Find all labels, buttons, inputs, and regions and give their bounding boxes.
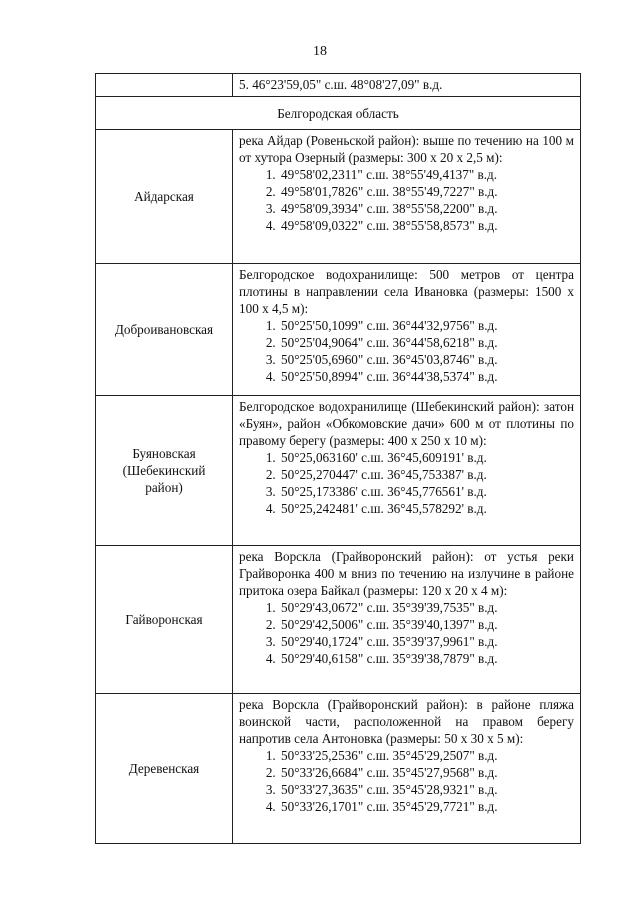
coordinate-item: 3. 50°29'40,1724" с.ш. 35°39'37,9961" в.д. xyxy=(279,633,574,650)
site-description: река Ворскла (Грайворонский район): от устья реки Грайворонка 400 м вниз по течению на излучине в районе притока озера Байкал (размеры: 120 x 20 x 4 м): xyxy=(239,549,574,598)
coordinate-item: 3. 50°25'05,6960" с.ш. 36°45'03,8746" в.д. xyxy=(279,351,574,368)
coordinate-item: 1. 50°29'43,0672" с.ш. 35°39'39,7535" в.д. xyxy=(279,599,574,616)
table-row xyxy=(96,264,581,396)
site-description: Белгородское водохранилище: 500 метров от центра плотины в направлении села Ивановка (размеры: 1500 x 100 x 4,5 м): xyxy=(239,267,574,316)
coordinate-item: 1. 50°25'50,1099" с.ш. 36°44'32,9756" в.д. xyxy=(279,317,574,334)
site-name-line: Буяновская xyxy=(132,446,196,461)
coordinate-list xyxy=(239,449,574,517)
site-description: река Ворскла (Грайворонский район): в районе пляжа воинской части, расположенной на правом берегу напротив села Антоновка (размеры: 50 x 30 x 5 м): xyxy=(239,697,574,746)
site-name-line: район) xyxy=(145,480,183,495)
coordinate-list xyxy=(239,599,574,667)
coordinate-item: 2. 50°25'04,9064" с.ш. 36°44'58,6218" в.д. xyxy=(279,334,574,351)
coordinate-list xyxy=(239,317,574,385)
empty-name-cell xyxy=(96,74,233,97)
site-description: Белгородское водохранилище (Шебекинский район): затон «Буян», район «Обкомовские дачи» 600 м от плотины по правому берегу (размеры: 400 x 250 x 10 м): xyxy=(239,399,574,448)
page-number: 18 xyxy=(313,44,327,59)
coordinate-item: 1. 50°33'25,2536" с.ш. 35°45'29,2507" в.д. xyxy=(279,747,574,764)
table-row xyxy=(96,74,581,97)
table-row xyxy=(96,130,581,264)
coordinate-item: 4. 50°25'50,8994" с.ш. 36°44'38,5374" в.д. xyxy=(279,368,574,385)
coordinate-item: 3. 50°25,173386' с.ш. 36°45,776561' в.д. xyxy=(279,483,574,500)
site-description: река Айдар (Ровеньской район): выше по течению на 100 м от хутора Озерный (размеры: 300 x 20 x 2,5 м): xyxy=(239,133,574,165)
site-name xyxy=(96,396,233,546)
region-heading: Белгородская область xyxy=(96,97,581,130)
site-description-cell xyxy=(233,130,581,264)
site-description-cell xyxy=(233,396,581,546)
site-description-cell xyxy=(233,546,581,694)
site-name: Доброивановская xyxy=(96,264,233,396)
coordinate-item: 4. 49°58'09,0322" с.ш. 38°55'58,8573" в.д. xyxy=(279,217,574,234)
coordinate-list xyxy=(239,166,574,234)
table-row xyxy=(96,546,581,694)
coordinate-item: 2. 50°25,270447' с.ш. 36°45,753387' в.д. xyxy=(279,466,574,483)
site-description-cell xyxy=(233,264,581,396)
coordinate-item: 4. 50°25,242481' с.ш. 36°45,578292' в.д. xyxy=(279,500,574,517)
coordinate-item: 1. 49°58'02,2311" с.ш. 38°55'49,4137" в.д. xyxy=(279,166,574,183)
site-name: Айдарская xyxy=(96,130,233,264)
table-row xyxy=(96,396,581,546)
site-description-cell xyxy=(233,694,581,844)
region-row xyxy=(96,97,581,130)
coordinate-item: 4. 50°33'26,1701" с.ш. 35°45'29,7721" в.д. xyxy=(279,798,574,815)
coordinate-item: 2. 49°58'01,7826" с.ш. 38°55'49,7227" в.д. xyxy=(279,183,574,200)
site-name: Деревенская xyxy=(96,694,233,844)
coordinate-list xyxy=(239,747,574,815)
site-name: Гайворонская xyxy=(96,546,233,694)
coordinate-item: 4. 50°29'40,6158" с.ш. 35°39'38,7879" в.д. xyxy=(279,650,574,667)
coordinate-item: 3. 50°33'27,3635" с.ш. 35°45'28,9321" в.д. xyxy=(279,781,574,798)
coordinate-item: 1. 50°25,063160' с.ш. 36°45,609191' в.д. xyxy=(279,449,574,466)
coordinate-cell: 5. 46°23'59,05" с.ш. 48°08'27,09" в.д. xyxy=(233,74,581,97)
coordinate-item: 2. 50°33'26,6684" с.ш. 35°45'27,9568" в.д. xyxy=(279,764,574,781)
table-row xyxy=(96,694,581,844)
sites-table xyxy=(95,73,581,844)
site-name-line: (Шебекинский xyxy=(122,463,206,478)
coordinate-item: 3. 49°58'09,3934" с.ш. 38°55'58,2200" в.д. xyxy=(279,200,574,217)
coordinate-item: 2. 50°29'42,5006" с.ш. 35°39'40,1397" в.д. xyxy=(279,616,574,633)
